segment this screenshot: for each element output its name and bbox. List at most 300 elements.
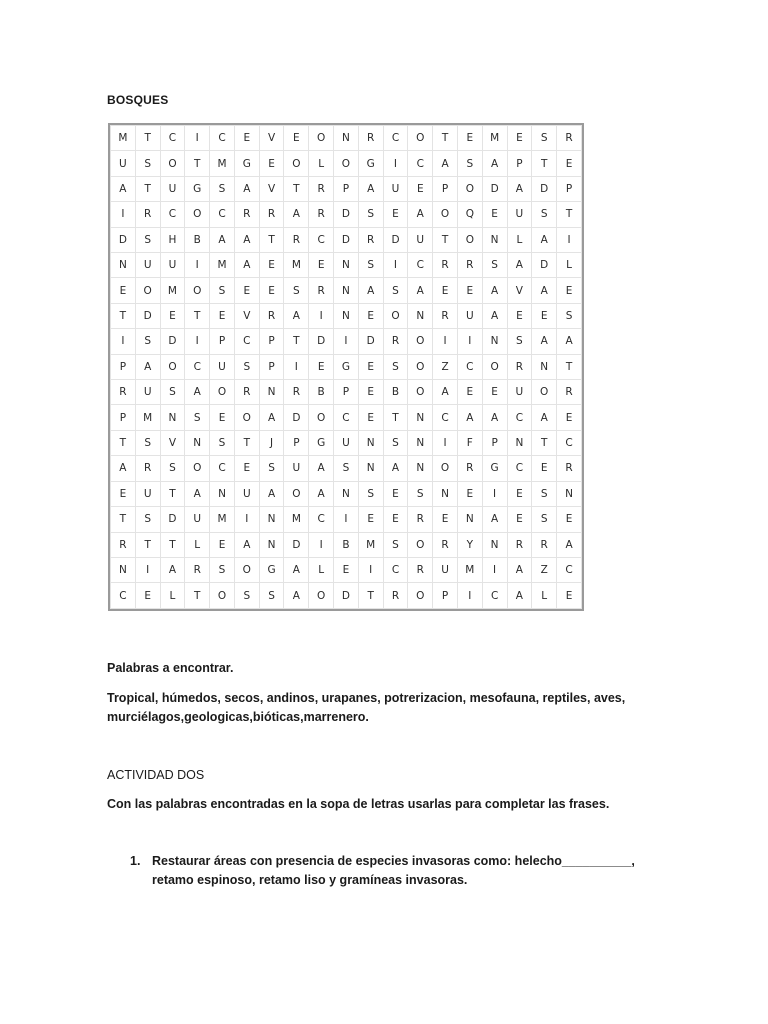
list-item-text: Restaurar áreas con presencia de especies invasoras como: helecho__________, retamo espinoso, retamo liso y gramíneas invasoras. — [152, 854, 635, 887]
word-search-table — [110, 125, 582, 609]
grid-row — [111, 354, 582, 379]
grid-cell: T — [433, 227, 458, 252]
grid-cell: T — [557, 354, 582, 379]
grid-cell: A — [408, 278, 433, 303]
grid-cell: T — [135, 176, 160, 201]
grid-cell: O — [284, 151, 309, 176]
grid-cell: E — [259, 151, 284, 176]
grid-cell: R — [557, 380, 582, 405]
grid-cell: A — [358, 278, 383, 303]
list-item-number: 1. — [130, 854, 141, 868]
grid-cell: V — [259, 176, 284, 201]
grid-cell: I — [334, 329, 359, 354]
grid-cell: N — [210, 481, 235, 506]
grid-cell: M — [111, 126, 136, 151]
grid-cell: N — [408, 430, 433, 455]
grid-cell: I — [482, 481, 507, 506]
grid-cell: A — [358, 176, 383, 201]
grid-cell: S — [383, 532, 408, 557]
grid-cell: O — [210, 583, 235, 609]
grid-cell: U — [135, 253, 160, 278]
grid-cell: C — [457, 354, 482, 379]
grid-cell: N — [408, 303, 433, 328]
grid-row — [111, 329, 582, 354]
grid-cell: L — [185, 532, 210, 557]
grid-cell: R — [185, 557, 210, 582]
grid-row — [111, 481, 582, 506]
grid-cell: D — [160, 329, 185, 354]
grid-cell: R — [259, 303, 284, 328]
grid-cell: N — [259, 507, 284, 532]
grid-row — [111, 278, 582, 303]
grid-row — [111, 253, 582, 278]
grid-cell: C — [482, 583, 507, 609]
grid-cell: T — [358, 583, 383, 609]
grid-cell: C — [160, 202, 185, 227]
grid-cell: S — [234, 354, 259, 379]
grid-cell: U — [507, 380, 532, 405]
grid-cell: C — [408, 253, 433, 278]
grid-cell: E — [358, 380, 383, 405]
grid-cell: C — [309, 507, 334, 532]
grid-cell: R — [358, 126, 383, 151]
grid-cell: C — [557, 557, 582, 582]
grid-cell: A — [507, 253, 532, 278]
grid-cell: E — [457, 278, 482, 303]
grid-cell: I — [309, 303, 334, 328]
grid-cell: C — [383, 557, 408, 582]
grid-cell: C — [185, 354, 210, 379]
grid-cell: T — [284, 176, 309, 201]
grid-cell: T — [234, 430, 259, 455]
grid-cell: M — [358, 532, 383, 557]
grid-cell: T — [111, 430, 136, 455]
grid-cell: R — [309, 278, 334, 303]
grid-cell: D — [334, 583, 359, 609]
grid-cell: Z — [433, 354, 458, 379]
grid-cell: D — [358, 329, 383, 354]
grid-cell: U — [507, 202, 532, 227]
grid-cell: A — [309, 456, 334, 481]
grid-cell: S — [532, 507, 557, 532]
grid-cell: A — [234, 253, 259, 278]
grid-cell: Y — [457, 532, 482, 557]
grid-cell: A — [284, 557, 309, 582]
grid-cell: S — [284, 278, 309, 303]
grid-cell: M — [135, 405, 160, 430]
grid-cell: A — [482, 151, 507, 176]
grid-cell: E — [234, 278, 259, 303]
grid-cell: C — [210, 126, 235, 151]
palabras-label: Palabras a encontrar. — [107, 661, 234, 675]
grid-cell: B — [334, 532, 359, 557]
grid-cell: T — [111, 507, 136, 532]
grid-cell: S — [259, 583, 284, 609]
grid-cell: A — [135, 354, 160, 379]
grid-cell: E — [234, 456, 259, 481]
grid-cell: A — [557, 532, 582, 557]
grid-cell: E — [457, 481, 482, 506]
grid-cell: O — [234, 405, 259, 430]
grid-cell: T — [160, 481, 185, 506]
grid-cell: E — [507, 507, 532, 532]
grid-cell: I — [433, 430, 458, 455]
grid-cell: E — [482, 202, 507, 227]
grid-cell: S — [408, 481, 433, 506]
grid-cell: S — [383, 354, 408, 379]
grid-cell: O — [160, 151, 185, 176]
grid-cell: E — [111, 481, 136, 506]
grid-cell: U — [433, 557, 458, 582]
grid-cell: S — [160, 380, 185, 405]
grid-cell: D — [532, 176, 557, 201]
grid-cell: S — [383, 278, 408, 303]
grid-row — [111, 380, 582, 405]
grid-cell: T — [111, 303, 136, 328]
grid-cell: C — [111, 583, 136, 609]
grid-cell: O — [160, 354, 185, 379]
grid-cell: O — [433, 202, 458, 227]
grid-cell: T — [135, 532, 160, 557]
grid-cell: N — [457, 507, 482, 532]
grid-cell: M — [284, 507, 309, 532]
grid-cell: M — [457, 557, 482, 582]
grid-cell: P — [210, 329, 235, 354]
grid-cell: S — [482, 253, 507, 278]
grid-cell: O — [284, 481, 309, 506]
grid-cell: G — [185, 176, 210, 201]
grid-cell: E — [408, 176, 433, 201]
grid-cell: B — [309, 380, 334, 405]
grid-cell: U — [135, 481, 160, 506]
grid-cell: R — [532, 532, 557, 557]
grid-row — [111, 227, 582, 252]
grid-cell: E — [507, 303, 532, 328]
word-search-grid — [108, 123, 584, 611]
grid-cell: T — [135, 126, 160, 151]
grid-cell: C — [309, 227, 334, 252]
grid-cell: Z — [532, 557, 557, 582]
grid-cell: A — [507, 557, 532, 582]
grid-cell: O — [408, 329, 433, 354]
grid-cell: E — [135, 583, 160, 609]
grid-cell: E — [507, 126, 532, 151]
grid-cell: O — [482, 354, 507, 379]
grid-cell: S — [160, 456, 185, 481]
grid-cell: C — [507, 456, 532, 481]
grid-cell: N — [482, 329, 507, 354]
grid-cell: O — [185, 456, 210, 481]
grid-cell: A — [234, 227, 259, 252]
grid-cell: U — [334, 430, 359, 455]
grid-cell: D — [111, 227, 136, 252]
grid-cell: S — [532, 202, 557, 227]
grid-cell: C — [160, 126, 185, 151]
grid-cell: L — [557, 253, 582, 278]
grid-cell: E — [358, 405, 383, 430]
grid-cell: I — [457, 583, 482, 609]
grid-cell: Q — [457, 202, 482, 227]
grid-cell: S — [532, 481, 557, 506]
grid-cell: N — [334, 126, 359, 151]
grid-cell: S — [457, 151, 482, 176]
grid-cell: C — [334, 405, 359, 430]
grid-cell: N — [334, 253, 359, 278]
grid-cell: N — [482, 227, 507, 252]
grid-cell: U — [135, 380, 160, 405]
grid-cell: N — [259, 380, 284, 405]
grid-cell: M — [284, 253, 309, 278]
grid-cell: T — [259, 227, 284, 252]
grid-cell: N — [532, 354, 557, 379]
grid-cell: P — [507, 151, 532, 176]
grid-cell: A — [234, 176, 259, 201]
grid-cell: R — [234, 202, 259, 227]
grid-cell: S — [358, 481, 383, 506]
grid-row — [111, 126, 582, 151]
grid-cell: G — [309, 430, 334, 455]
grid-cell: L — [507, 227, 532, 252]
grid-cell: E — [532, 456, 557, 481]
grid-cell: S — [532, 126, 557, 151]
grid-cell: N — [334, 303, 359, 328]
grid-cell: V — [234, 303, 259, 328]
grid-cell: A — [185, 380, 210, 405]
grid-cell: C — [210, 202, 235, 227]
grid-cell: L — [160, 583, 185, 609]
grid-cell: G — [482, 456, 507, 481]
grid-cell: E — [234, 126, 259, 151]
grid-cell: F — [457, 430, 482, 455]
grid-cell: N — [160, 405, 185, 430]
grid-cell: J — [259, 430, 284, 455]
grid-cell: R — [234, 380, 259, 405]
grid-cell: A — [210, 227, 235, 252]
grid-cell: U — [234, 481, 259, 506]
grid-cell: S — [135, 227, 160, 252]
grid-cell: S — [135, 430, 160, 455]
grid-cell: L — [532, 583, 557, 609]
grid-cell: N — [408, 456, 433, 481]
grid-cell: O — [309, 405, 334, 430]
grid-cell: D — [334, 202, 359, 227]
grid-cell: O — [408, 583, 433, 609]
grid-cell: P — [433, 583, 458, 609]
grid-cell: A — [234, 532, 259, 557]
grid-cell: A — [160, 557, 185, 582]
grid-cell: R — [135, 456, 160, 481]
grid-cell: A — [532, 278, 557, 303]
grid-cell: E — [358, 354, 383, 379]
grid-cell: A — [507, 176, 532, 201]
grid-cell: A — [532, 227, 557, 252]
grid-row — [111, 151, 582, 176]
grid-cell: S — [210, 278, 235, 303]
grid-cell: O — [457, 176, 482, 201]
grid-row — [111, 176, 582, 201]
grid-cell: C — [210, 456, 235, 481]
grid-cell: N — [185, 430, 210, 455]
grid-cell: N — [358, 456, 383, 481]
grid-cell: H — [160, 227, 185, 252]
grid-row — [111, 507, 582, 532]
grid-cell: E — [111, 278, 136, 303]
grid-cell: V — [160, 430, 185, 455]
grid-cell: S — [234, 583, 259, 609]
grid-cell: S — [334, 456, 359, 481]
grid-cell: A — [433, 380, 458, 405]
grid-cell: R — [358, 227, 383, 252]
grid-cell: O — [408, 532, 433, 557]
grid-cell: R — [309, 176, 334, 201]
grid-cell: O — [234, 557, 259, 582]
grid-cell: P — [433, 176, 458, 201]
grid-cell: I — [111, 329, 136, 354]
grid-cell: O — [210, 380, 235, 405]
grid-cell: R — [383, 329, 408, 354]
grid-cell: E — [457, 380, 482, 405]
grid-cell: A — [185, 481, 210, 506]
grid-cell: M — [210, 151, 235, 176]
grid-cell: R — [557, 456, 582, 481]
grid-cell: N — [358, 430, 383, 455]
grid-cell: S — [210, 176, 235, 201]
grid-cell: A — [309, 481, 334, 506]
grid-cell: C — [507, 405, 532, 430]
list-item — [130, 852, 670, 890]
grid-cell: T — [185, 151, 210, 176]
grid-cell: S — [185, 405, 210, 430]
grid-cell: A — [507, 583, 532, 609]
grid-cell: A — [557, 329, 582, 354]
grid-cell: R — [284, 227, 309, 252]
grid-cell: O — [408, 380, 433, 405]
grid-cell: S — [135, 507, 160, 532]
grid-cell: T — [532, 151, 557, 176]
grid-cell: I — [185, 253, 210, 278]
grid-cell: P — [259, 354, 284, 379]
grid-cell: U — [383, 176, 408, 201]
grid-cell: S — [259, 456, 284, 481]
grid-cell: A — [383, 456, 408, 481]
grid-cell: A — [532, 329, 557, 354]
grid-cell: P — [482, 430, 507, 455]
grid-cell: R — [408, 507, 433, 532]
grid-cell: E — [358, 507, 383, 532]
grid-cell: E — [557, 151, 582, 176]
grid-cell: D — [309, 329, 334, 354]
grid-cell: A — [284, 202, 309, 227]
grid-cell: P — [111, 354, 136, 379]
grid-cell: D — [532, 253, 557, 278]
grid-cell: A — [482, 278, 507, 303]
grid-cell: C — [557, 430, 582, 455]
grid-cell: E — [210, 303, 235, 328]
grid-cell: N — [259, 532, 284, 557]
grid-cell: E — [383, 481, 408, 506]
grid-cell: T — [185, 583, 210, 609]
grid-cell: R — [507, 354, 532, 379]
grid-cell: N — [111, 253, 136, 278]
grid-cell: R — [408, 557, 433, 582]
grid-cell: E — [433, 278, 458, 303]
grid-row — [111, 303, 582, 328]
grid-cell: E — [507, 481, 532, 506]
grid-cell: U — [111, 151, 136, 176]
grid-cell: S — [557, 303, 582, 328]
grid-cell: A — [433, 151, 458, 176]
grid-cell: M — [160, 278, 185, 303]
grid-cell: M — [210, 507, 235, 532]
grid-cell: R — [557, 126, 582, 151]
grid-cell: D — [482, 176, 507, 201]
grid-cell: S — [358, 253, 383, 278]
grid-cell: C — [234, 329, 259, 354]
grid-cell: P — [334, 380, 359, 405]
grid-cell: E — [210, 532, 235, 557]
grid-cell: E — [457, 126, 482, 151]
grid-cell: I — [482, 557, 507, 582]
grid-cell: I — [111, 202, 136, 227]
grid-cell: P — [259, 329, 284, 354]
page-title: BOSQUES — [107, 93, 169, 107]
grid-cell: P — [334, 176, 359, 201]
grid-row — [111, 430, 582, 455]
grid-cell: I — [309, 532, 334, 557]
grid-cell: S — [210, 557, 235, 582]
grid-cell: A — [284, 583, 309, 609]
grid-cell: R — [259, 202, 284, 227]
grid-row — [111, 202, 582, 227]
grid-cell: O — [309, 126, 334, 151]
grid-cell: E — [383, 202, 408, 227]
grid-cell: O — [135, 278, 160, 303]
grid-cell: R — [284, 380, 309, 405]
grid-cell: N — [334, 481, 359, 506]
grid-cell: B — [383, 380, 408, 405]
grid-cell: E — [284, 126, 309, 151]
grid-cell: D — [334, 227, 359, 252]
grid-cell: R — [457, 456, 482, 481]
grid-cell: T — [557, 202, 582, 227]
grid-cell: O — [457, 227, 482, 252]
grid-cell: A — [482, 405, 507, 430]
grid-cell: T — [532, 430, 557, 455]
grid-cell: D — [284, 532, 309, 557]
grid-cell: I — [383, 253, 408, 278]
grid-cell: R — [457, 253, 482, 278]
grid-cell: T — [185, 303, 210, 328]
grid-cell: M — [210, 253, 235, 278]
grid-cell: A — [111, 456, 136, 481]
grid-cell: E — [557, 583, 582, 609]
grid-cell: R — [383, 583, 408, 609]
grid-cell: O — [334, 151, 359, 176]
grid-cell: D — [284, 405, 309, 430]
grid-cell: D — [135, 303, 160, 328]
grid-cell: E — [259, 253, 284, 278]
grid-cell: O — [408, 126, 433, 151]
grid-cell: R — [507, 532, 532, 557]
grid-cell: R — [433, 532, 458, 557]
grid-cell: R — [111, 532, 136, 557]
grid-cell: L — [309, 151, 334, 176]
grid-cell: G — [234, 151, 259, 176]
grid-cell: I — [185, 126, 210, 151]
grid-cell: E — [383, 507, 408, 532]
grid-cell: R — [135, 202, 160, 227]
grid-cell: R — [309, 202, 334, 227]
